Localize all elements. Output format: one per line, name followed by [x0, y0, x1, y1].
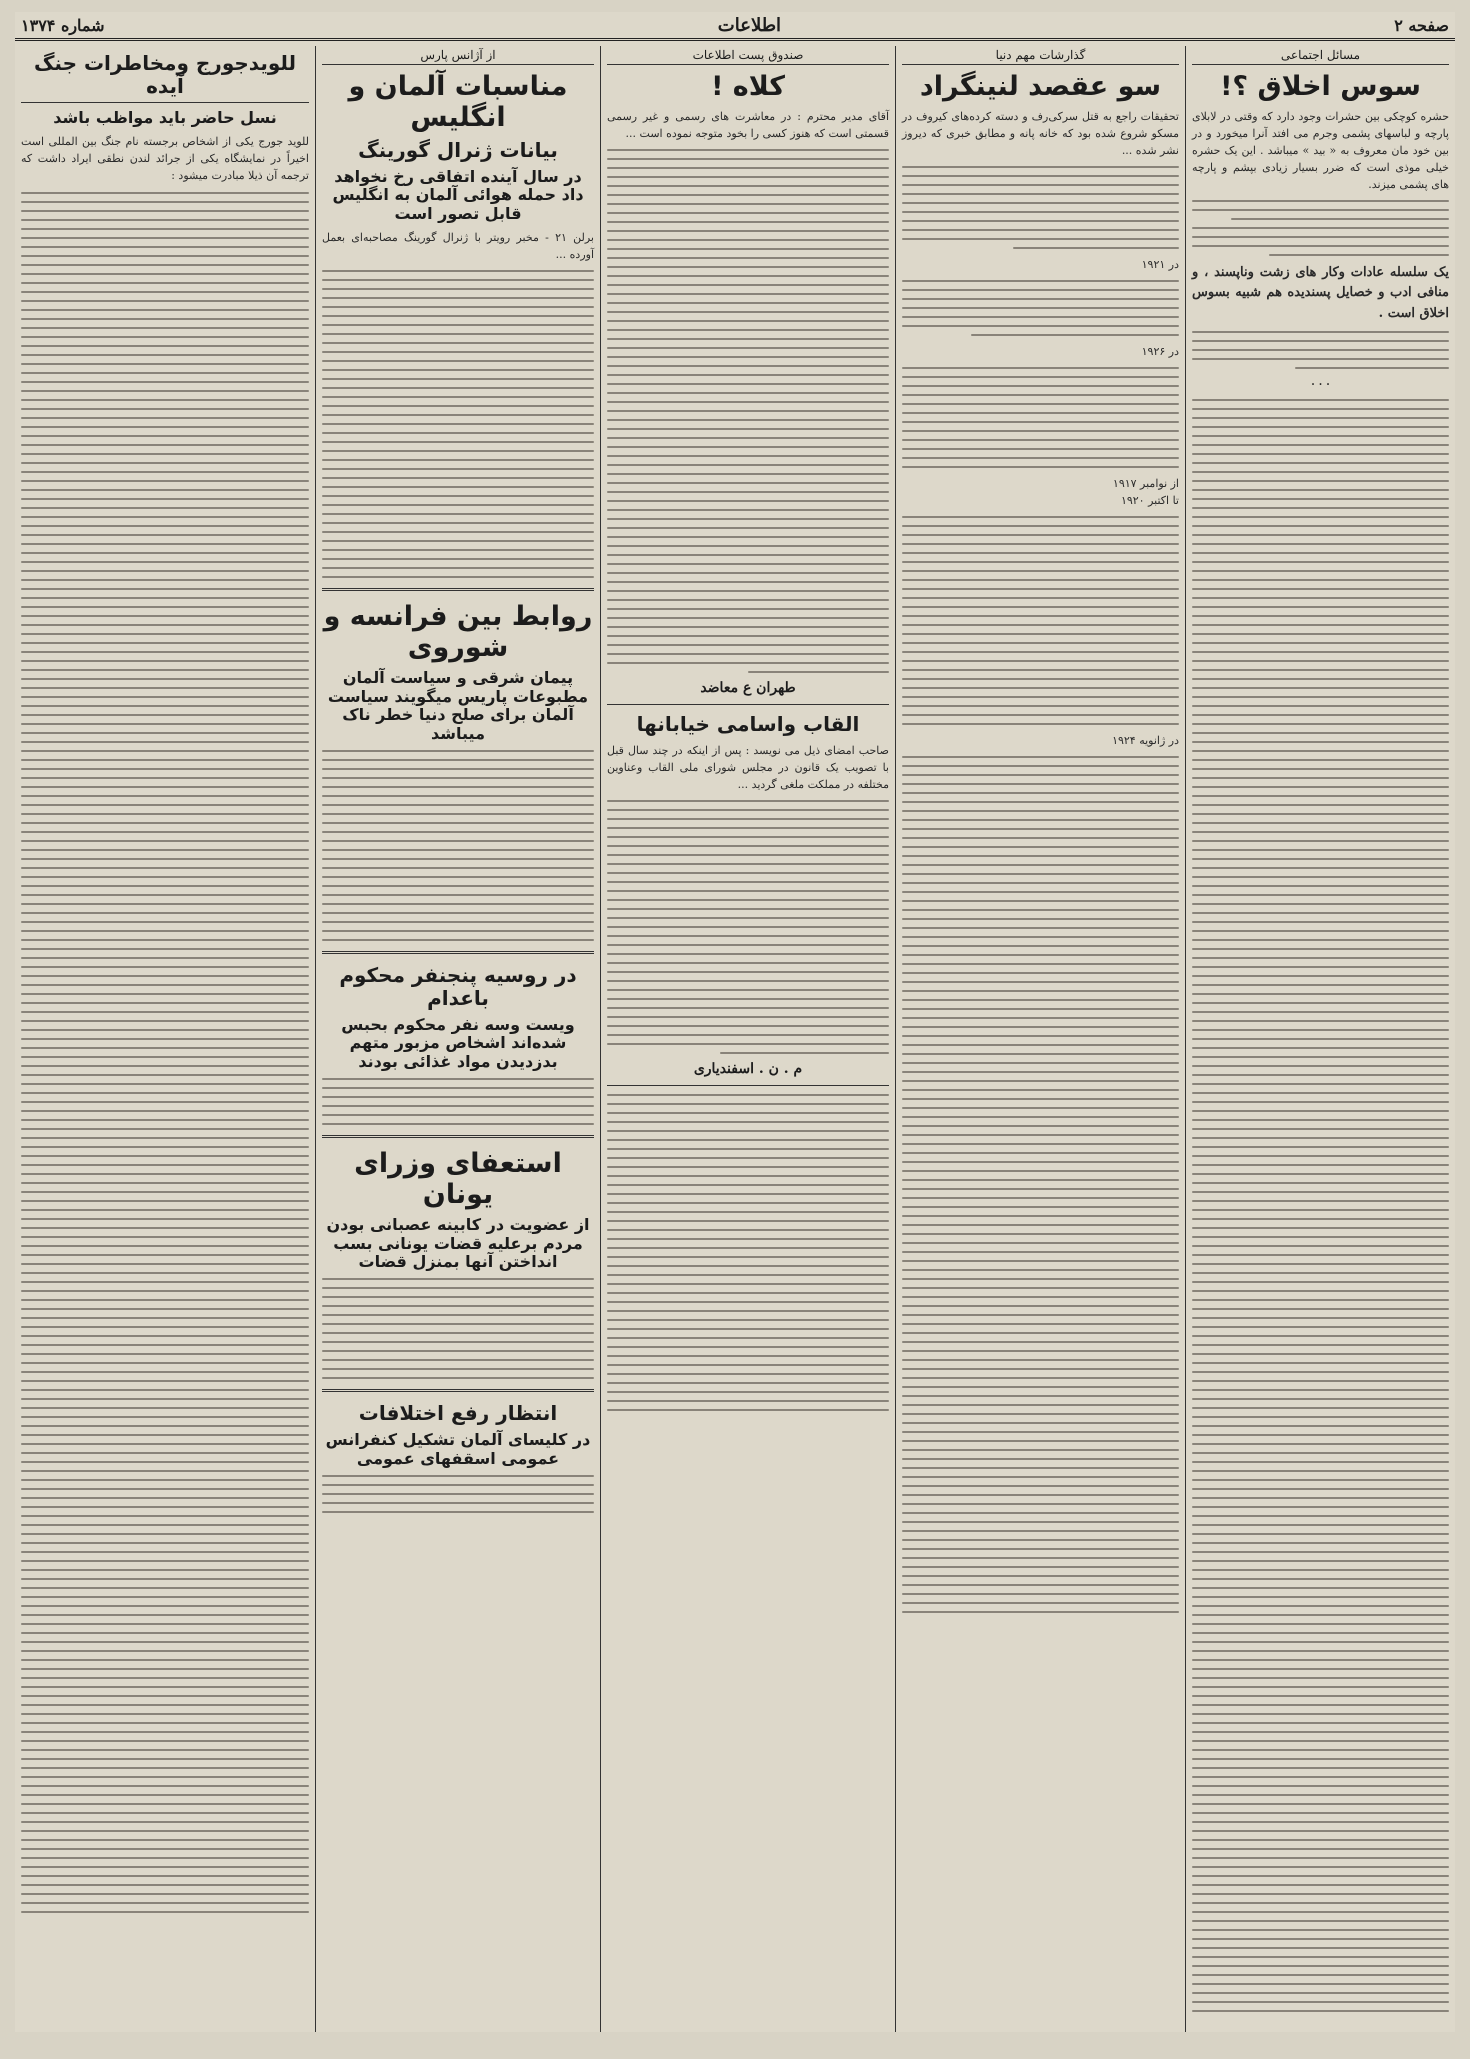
subhead-german-church: در کلیسای آلمان تشکیل کنفرانس عمومی اسقفهای عمومی: [325, 1430, 591, 1468]
text-block: [322, 270, 594, 578]
text-block: [322, 1078, 594, 1125]
text-block: [1192, 399, 1449, 2012]
text-block: [902, 516, 1179, 725]
letter2-lead: صاحب امضای ذیل می نویسد : پس از اینکه در چند سال قبل با تصویب یک قانون در مجلس شورای ملی القاب وعناوین مختلفه در مملکت ملغی گردید ...: [607, 744, 889, 792]
headline-street-names: القاب واسامی خیابانها: [636, 712, 860, 737]
columns: [15, 46, 1455, 2032]
column-letters: [600, 46, 895, 2032]
newspaper-page: [15, 12, 1455, 2032]
subhead-prison: ویست وسه نفر محکوم بحبس شده‌اند اشخاص مزبور متهم بدزدیدن مواد غذائی بودند: [341, 1015, 575, 1071]
rubric-mailbox: صندوق پست اطلاعات: [607, 46, 889, 65]
masthead: [15, 12, 1455, 41]
letter-signature: طهران ع معاضد: [700, 680, 796, 697]
headline-lloyd-george: للویدجورج ومخاطرات جنگ آیده: [21, 52, 309, 103]
text-block: [902, 756, 1179, 1613]
headline-dispute-resolution: انتظار رفع اختلافات: [358, 1401, 558, 1426]
text-block: [607, 149, 889, 673]
headline-france-soviet: روابط بین فرانسه و شوروی: [323, 601, 593, 664]
article-lead: برلن ۲۱ - مخبر رویتر با ژنرال گورینگ مصاحبه‌ای بعمل آورده ...: [322, 231, 594, 262]
headline-leningrad-plot: سو عقصد لنینگراد: [919, 71, 1162, 102]
rubric-world: گذارشات مهم دنیا: [902, 46, 1179, 65]
text-block: [322, 750, 594, 941]
date-ref-1920: تا اکتبر ۱۹۲۰: [1120, 494, 1179, 508]
text-block: [322, 1475, 594, 1513]
paper-name: اطلاعات: [717, 14, 782, 36]
text-block: [21, 192, 309, 1913]
page-label: صفحه ۲: [1394, 15, 1449, 35]
column-pars-agency: [315, 46, 600, 2032]
divider: [607, 1085, 889, 1086]
headline-hat: کلاه !: [711, 71, 785, 102]
text-block: [1192, 331, 1449, 369]
text-block: [607, 1094, 889, 1411]
subhead-goering: بیانات ژنرال گورینگ: [358, 138, 558, 163]
column-social-issues: [1185, 46, 1455, 2032]
divider: [607, 704, 889, 705]
divider: [322, 588, 594, 591]
text-block: [902, 166, 1179, 249]
date-ref-1926: در ۱۹۲۶: [1141, 345, 1179, 359]
text-block: [902, 367, 1179, 468]
bold-passage: یک سلسله عادات وکار های زشت وناپسند ، و منافی ادب و خصایل پسندیده هم شبیه بسوس اخلاق است .: [1192, 265, 1449, 321]
text-block: [322, 1278, 594, 1379]
article-lead: تحقیقات راجع به قتل سرکی‌رف و دسته کرده‌های کیروف در مسکو شروع شده بود که خانه پانه و مطابق خبری که دیروز نشر شده ...: [902, 110, 1179, 158]
letter-lead: آقای مدیر محترم : در معاشرت های رسمی و غیر رسمی قسمتی است که هنوز کسی را بخود متوجه نموده است ...: [607, 110, 889, 141]
date-ref-1924: در ژانویه ۱۹۲۴: [1112, 734, 1179, 748]
issue-label: شماره ۱۳۷۴: [21, 15, 105, 35]
divider: [322, 1135, 594, 1138]
article-lead: حشره کوچکی بین حشرات وجود دارد که وقتی در لابلای پارچه و لباسهای پشمی وجرم می افتد آنرا میخورد و در بین خود مان معروف به « بید » میباشد . این یک حشره خیلی موذی است که ضرر بسیار زیادی بپشم و پارچه های پشمی میزند.: [1192, 110, 1449, 192]
subhead-air-attack: در سال آینده اتفاقی رخ نخواهد داد حمله هوائی آلمان به انگلیس قابل تصور است: [332, 167, 584, 223]
date-ref-1921: در ۱۹۲۱: [1141, 258, 1179, 272]
headline-russia-executions: در روسیه پنجنفر محکوم باعدام: [339, 963, 577, 1011]
divider: [322, 1389, 594, 1392]
divider: [322, 951, 594, 954]
subhead-eastern-pact: پیمان شرقی و سیاست آلمان مطبوعات پاریس میگویند سیاست آلمان برای صلح دنیا خطر ناک میباشد: [327, 668, 589, 743]
headline-moth-of-ethics: سوس اخلاق ؟!: [1220, 71, 1421, 102]
ornament: ۰۰۰: [1309, 375, 1332, 392]
headline-greek-ministers: استعفای وزرای یونان: [354, 1148, 562, 1211]
rubric-social: مسائل اجتماعی: [1192, 46, 1449, 65]
subhead-greek-judges: از عضویت در کابینه عصبانی بودن مردم برعلیه قضات یونانی بسب انداختن آنها بمنزل قضات: [326, 1215, 590, 1272]
letter2-signature: م . ن . اسفندیاری: [693, 1061, 803, 1078]
date-ref-1917: از نوامبر ۱۹۱۷: [1112, 477, 1179, 491]
text-block: [1192, 200, 1449, 256]
column-world-reports: [895, 46, 1185, 2032]
column-lloyd-george: [15, 46, 315, 2032]
headline-germany-england: مناسبات آلمان و انگلیس: [348, 71, 568, 134]
text-block: [607, 800, 889, 1054]
text-block: [902, 280, 1179, 336]
subhead-current-generation: نسل حاضر باید مواظب باشد: [53, 108, 277, 127]
rubric-pars: از آژانس پارس: [322, 46, 594, 65]
article-lead: للوید جورج یکی از اشخاص برجسته نام جنگ بین المللی است اخیراً در نمایشگاه یکی از جرائد لندن نطقی ایراد داشت که ترجمه آن ذیلا مبادرت میشود :: [21, 135, 309, 183]
